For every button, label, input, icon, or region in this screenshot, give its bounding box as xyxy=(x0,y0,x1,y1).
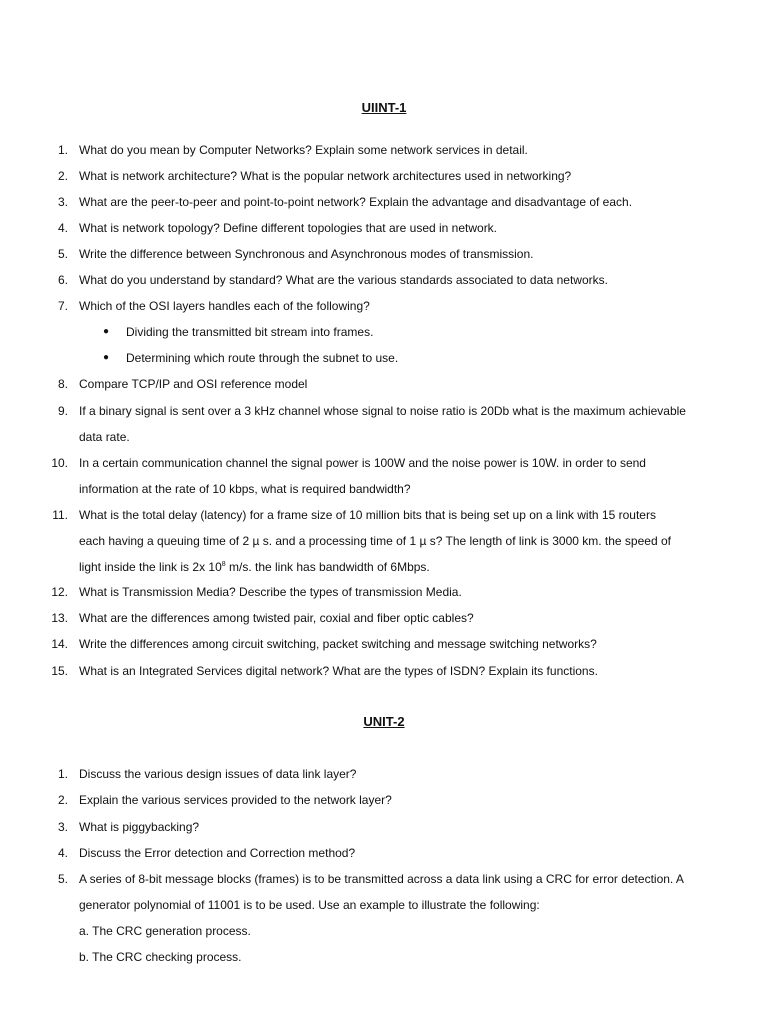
question-text-line-2: information at the rate of 10 kbps, what is required bandwidth? xyxy=(79,482,411,496)
unit2-question-1 xyxy=(48,761,716,787)
question-number: 14. xyxy=(51,637,68,651)
unit-2-heading: UNIT-2 xyxy=(363,714,405,729)
question-text: What is piggybacking? xyxy=(79,820,200,834)
question-text: Which of the OSI layers handles each of the following? xyxy=(79,299,370,313)
question-number: 2. xyxy=(57,169,68,183)
question-text: Write the difference between Synchronous and Asynchronous modes of transmission. xyxy=(79,247,534,261)
unit1-question-7 xyxy=(48,293,716,319)
question-text-line-3 xyxy=(79,554,716,580)
unit1-question-10 xyxy=(48,450,716,502)
exponent: 8 xyxy=(221,561,226,568)
unit1-question-5 xyxy=(48,241,716,267)
question-number: 8. xyxy=(57,377,68,391)
unit1-question-15 xyxy=(48,658,716,684)
unit1-question-2 xyxy=(48,163,716,189)
question-text: What are the peer-to-peer and point-to-point network? Explain the advantage and disadvantage of each. xyxy=(79,195,633,209)
question-text-line-1: If a binary signal is sent over a 3 kHz channel whose signal to noise ratio is 20Db what is the maximum achievable xyxy=(79,404,686,418)
bullet-text: Determining which route through the subnet to use. xyxy=(126,351,399,365)
question-number: 10. xyxy=(51,456,68,470)
question-number: 13. xyxy=(51,611,68,625)
unit2-question-2 xyxy=(48,787,716,813)
question-number: 12. xyxy=(51,585,68,599)
bullet-icon: ● xyxy=(103,326,110,337)
question-text: Compare TCP/IP and OSI reference model xyxy=(79,377,308,391)
question-text-line-2: each having a queuing time of 2 µ s. and a processing time of 1 µ s? The length of link is 3000 km. the speed of xyxy=(79,534,671,548)
question-number: 1. xyxy=(57,767,68,781)
question-text-line-3: a. The CRC generation process. xyxy=(79,924,251,938)
unit1-question-12 xyxy=(48,579,716,605)
question-number: 3. xyxy=(57,195,68,209)
line-3-end: m/s. the link has bandwidth of 6Mbps. xyxy=(225,560,430,574)
question-text: What is Transmission Media? Describe the types of transmission Media. xyxy=(79,585,462,599)
question-text-line-2: data rate. xyxy=(79,430,130,444)
question-number: 7. xyxy=(57,299,68,313)
question-number: 1. xyxy=(57,143,68,157)
question-text: Explain the various services provided to the network layer? xyxy=(79,793,392,807)
unit-1-heading: UIINT-1 xyxy=(361,100,407,115)
question-number: 5. xyxy=(57,872,68,886)
question-number: 15. xyxy=(51,664,68,678)
question-number: 9. xyxy=(57,404,68,418)
question-text: What is network architecture? What is the popular network architectures used in networking? xyxy=(79,169,572,183)
question-text-line-1: What is the total delay (latency) for a frame size of 10 million bits that is being set up on a link with 15 routers xyxy=(79,508,656,522)
question-text: Discuss the various design issues of data link layer? xyxy=(79,767,357,781)
question-number: 11. xyxy=(52,508,68,522)
unit1-question-14 xyxy=(48,631,716,657)
question-number: 3. xyxy=(57,820,68,834)
unit2-question-3 xyxy=(48,814,716,840)
question-text: What is an Integrated Services digital network? What are the types of ISDN? Explain its functions. xyxy=(79,664,598,678)
question-text: Write the differences among circuit switching, packet switching and message switching networks? xyxy=(79,637,597,651)
question-text: What do you understand by standard? What are the various standards associated to data networks. xyxy=(79,273,608,287)
unit1-question-1 xyxy=(48,137,716,163)
question-number: 4. xyxy=(57,846,68,860)
unit1-question-4 xyxy=(48,215,716,241)
question-number: 6. xyxy=(57,273,68,287)
unit2-question-4 xyxy=(48,840,716,866)
question-text-line-4: b. The CRC checking process. xyxy=(79,950,242,964)
unit1-question-6 xyxy=(48,267,716,293)
unit1-question-11 xyxy=(48,502,716,580)
bullet-icon: ● xyxy=(103,352,110,363)
unit1-question-3 xyxy=(48,189,716,215)
question-number: 5. xyxy=(57,247,68,261)
question-text-line-2: generator polynomial of 11001 is to be used. Use an example to illustrate the following: xyxy=(79,898,540,912)
line-3-start: light inside the link is 2x 10 xyxy=(79,560,222,574)
question-text: What are the differences among twisted pair, coxial and fiber optic cables? xyxy=(79,611,474,625)
bullet-text: Dividing the transmitted bit stream into frames. xyxy=(126,325,374,339)
question-number: 2. xyxy=(57,793,68,807)
question-text: What is network topology? Define different topologies that are used in network. xyxy=(79,221,498,235)
unit1-question-8 xyxy=(48,371,716,397)
question-number: 4. xyxy=(57,221,68,235)
question-text: Discuss the Error detection and Correction method? xyxy=(79,846,356,860)
question-text: What do you mean by Computer Networks? Explain some network services in detail. xyxy=(79,143,528,157)
unit1-question-13 xyxy=(48,605,716,631)
unit2-question-5 xyxy=(48,866,716,970)
question-text-line-1: In a certain communication channel the signal power is 100W and the noise power is 10W. in order to send xyxy=(79,456,646,470)
question-text-line-1: A series of 8-bit message blocks (frames) is to be transmitted across a data link using a CRC for error detection. A xyxy=(79,872,684,886)
unit1-question-9 xyxy=(48,398,716,450)
